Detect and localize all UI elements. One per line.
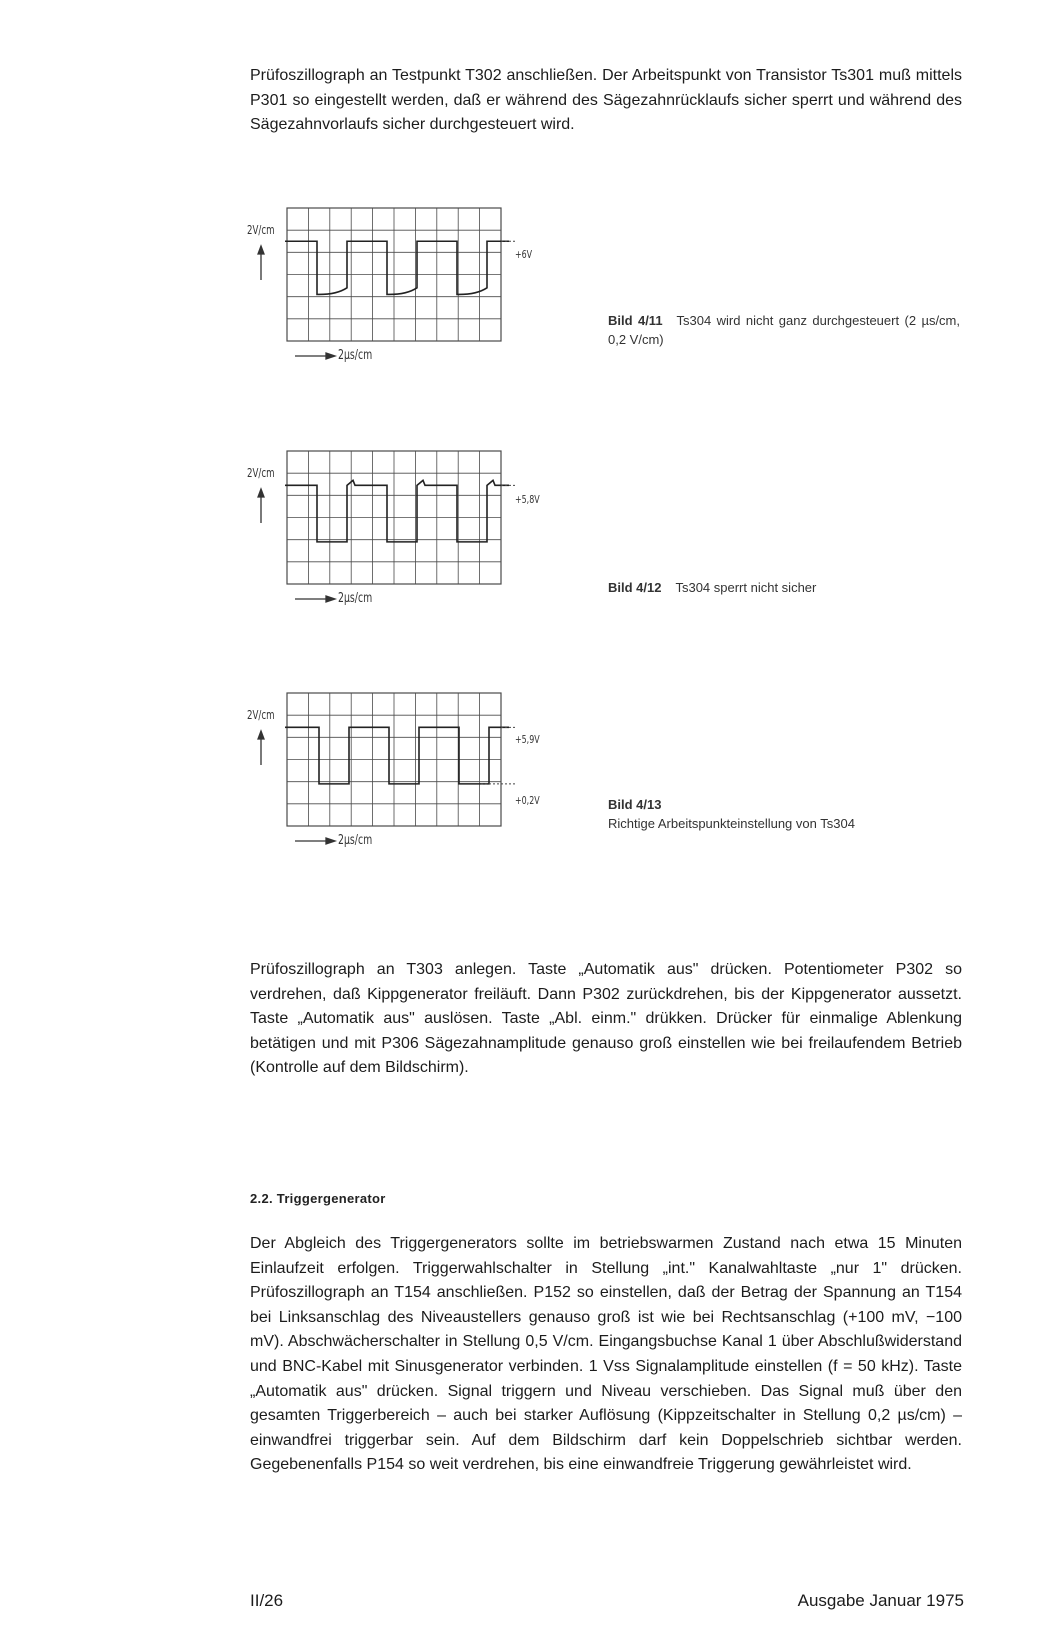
signal-trace — [285, 727, 509, 784]
oscillogram-4-11 — [225, 208, 565, 383]
level-label: +6V — [515, 248, 533, 261]
caption-label: Bild 4/11 — [608, 313, 663, 328]
oscillogram-4-13 — [225, 693, 565, 868]
horizontal-scale-label: 2µs/cm — [338, 591, 373, 606]
vertical-arrow-icon — [258, 489, 264, 523]
level-label-low: +0,2V — [515, 794, 540, 807]
caption-4-11 — [608, 311, 960, 349]
vertical-scale-label: 2V/cm — [247, 466, 275, 480]
oscillogram-4-12 — [225, 451, 565, 626]
horizontal-arrow-icon — [295, 353, 335, 359]
vertical-arrow-icon — [258, 731, 264, 765]
caption-4-12 — [608, 578, 960, 597]
caption-text: Ts304 wird nicht ganz durchgesteuert (2 µs/cm, 0,2 V/cm) — [608, 313, 960, 347]
triggergenerator-paragraph: Der Abgleich des Triggergenerators sollte im betriebswarmen Zustand nach etwa 15 Minuten Einlaufzeit erfolgen. Triggerwahlschalter in Stellung „int." Kanalwahltaste „nur 1" drücken. Prüfoszillograph an T154 anschließen. P152 so einstellen, daß der Betrag der Spannung an T154 bei Linksanschlag des Niveaustellers genauso groß ist wie bei Rechtsanschlag (+100 mV, −100 mV). Abschwächerschalter in Stellung 0,5 V/cm. Eingangsbuchse Kanal 1 über Abschlußwiderstand und BNC-Kabel mit Sinusgenerator verbinden. 1 Vss Signalamplitude einstellen (f = 50 kHz). Taste „Automatik aus" drücken. Signal triggern und Niveau verschieben. Das Signal muß über den gesamten Triggerbereich – auch bei starker Auflösung (Kippzeitschalter in Stellung 0,2 µs/cm) – einwandfrei triggerbar sein. Auf dem Bildschirm darf kein Doppelschrieb sichtbar werden. Gegebenenfalls P154 so weit verdrehen, bis eine einwandfreie Triggerung gewährleistet wird. — [250, 1235, 962, 1474]
level-label: +5,8V — [515, 493, 540, 506]
oscillogram-figure-4-13 — [225, 693, 565, 868]
signal-trace — [285, 480, 509, 542]
kippgenerator-paragraph: Prüfoszillograph an T303 anlegen. Taste „Automatik aus" drücken. Potentiometer P302 so verdrehen, daß Kippgenerator freiläuft. Dann P302 zurückdrehen, bis der Kippgenerator aussetzt. Taste „Automatik aus" auslösen. Taste „Abl. einm." drükken. Drücker für einmalige Ablenkung betätigen und mit P306 Sägezahnamplitude genauso groß einstellen wie bei freilaufendem Betrieb (Kontrolle auf dem Bildschirm). — [250, 961, 962, 1077]
section-heading: 2.2. Triggergenerator — [250, 1191, 386, 1206]
caption-text: Richtige Arbeitspunkteinstellung von Ts304 — [608, 816, 855, 831]
screen-grid — [287, 451, 501, 584]
caption-label: Bild 4/12 — [608, 580, 662, 595]
intro-paragraph: Prüfoszillograph an Testpunkt T302 anschließen. Der Arbeitspunkt von Transistor Ts301 muß mittels P301 so eingestellt werden, daß er während des Sägezahnrücklaufs sicher sperrt und während des Sägezahnvorlaufs sicher durchgesteuert wird. — [250, 67, 962, 134]
oscillogram-figure-4-12 — [225, 451, 565, 626]
page-number: II/26 — [250, 1591, 284, 1610]
vertical-arrow-icon — [258, 246, 264, 280]
horizontal-arrow-icon — [295, 838, 335, 844]
caption-label: Bild 4/13 — [608, 797, 662, 812]
level-label-high: +5,9V — [515, 733, 540, 746]
signal-trace — [285, 241, 509, 294]
horizontal-arrow-icon — [295, 596, 335, 602]
oscillogram-figure-4-11 — [225, 208, 565, 383]
horizontal-scale-label: 2µs/cm — [338, 348, 373, 363]
horizontal-scale-label: 2µs/cm — [338, 833, 373, 848]
caption-4-13 — [608, 795, 960, 833]
vertical-scale-label: 2V/cm — [247, 223, 275, 237]
screen-grid — [287, 208, 501, 341]
caption-text: Ts304 sperrt nicht sicher — [675, 580, 817, 595]
edition-note: Ausgabe Januar 1975 — [797, 1591, 964, 1610]
vertical-scale-label: 2V/cm — [247, 708, 275, 722]
